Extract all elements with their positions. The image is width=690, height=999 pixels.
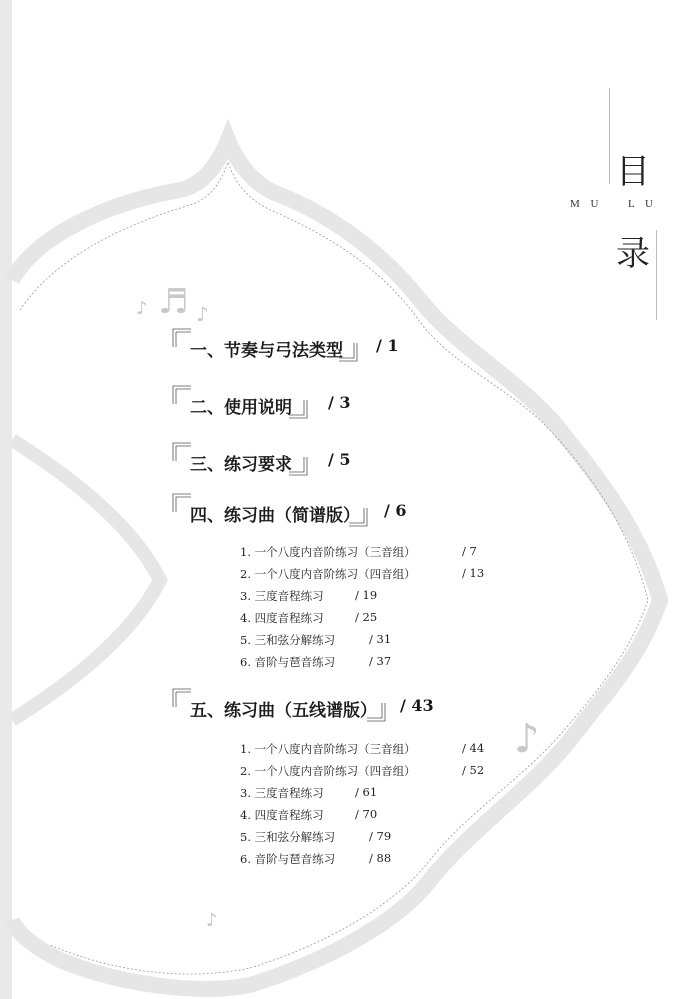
bracket-corner-icon: [172, 442, 192, 462]
toc-section[interactable]: [172, 442, 362, 478]
bracket-corner-icon: [348, 507, 368, 527]
toc-item-page: / 88: [369, 851, 392, 865]
toc-item[interactable]: 1. 一个八度内音阶练习（三音组）: [240, 742, 416, 756]
section-page-number: / 6: [384, 501, 407, 520]
bracket-corner-icon: [172, 688, 192, 708]
toc-item-page: / 61: [355, 785, 378, 799]
music-notes-icon: ♬: [158, 282, 189, 322]
section-title: 二、使用说明: [190, 398, 292, 418]
section-page-number: / 5: [328, 450, 351, 469]
bracket-corner-icon: [172, 385, 192, 405]
title-pinyin-lu: L U: [628, 198, 654, 210]
section-page-number: / 3: [328, 393, 351, 412]
bracket-corner-icon: [288, 456, 308, 476]
music-note-icon: ♪: [514, 716, 540, 762]
toc-item-page: / 44: [462, 741, 485, 755]
section-title: 三、练习要求: [190, 455, 292, 475]
bracket-corner-icon: [172, 328, 192, 348]
toc-section[interactable]: [172, 688, 442, 724]
title-vertical-rule-1: [609, 88, 610, 184]
title-char-lu: 录: [616, 234, 650, 274]
title-char-mu: 目: [616, 152, 650, 192]
bracket-corner-icon: [172, 493, 192, 513]
title-pinyin-mu: M U: [570, 198, 599, 210]
bracket-corner-icon: [366, 702, 386, 722]
toc-item-page: / 13: [462, 566, 485, 580]
section-title: 一、节奏与弓法类型: [190, 341, 343, 361]
toc-item[interactable]: 1. 一个八度内音阶练习（三音组）: [240, 545, 416, 559]
toc-item[interactable]: 3. 三度音程练习: [240, 786, 324, 800]
toc-item[interactable]: 4. 四度音程练习: [240, 808, 324, 822]
section-page-number: / 1: [376, 336, 399, 355]
toc-section[interactable]: [172, 328, 402, 364]
toc-item-page: / 79: [369, 829, 392, 843]
music-note-icon: ♪: [206, 910, 218, 931]
toc-item[interactable]: 4. 四度音程练习: [240, 611, 324, 625]
toc-item[interactable]: 2. 一个八度内音阶练习（四音组）: [240, 567, 416, 581]
toc-item-page: / 19: [355, 588, 378, 602]
music-note-icon: ♪: [196, 302, 209, 326]
toc-item[interactable]: 6. 音阶与琶音练习: [240, 655, 336, 669]
title-vertical-rule-2: [656, 230, 657, 320]
section-title: 四、练习曲（简谱版）: [190, 506, 360, 526]
section-page-number: / 43: [400, 696, 434, 715]
bracket-corner-icon: [338, 342, 358, 362]
toc-item[interactable]: 2. 一个八度内音阶练习（四音组）: [240, 764, 416, 778]
toc-item[interactable]: 3. 三度音程练习: [240, 589, 324, 603]
toc-item-page: / 70: [355, 807, 378, 821]
toc-item-page: / 7: [462, 544, 477, 558]
toc-item[interactable]: 5. 三和弦分解练习: [240, 633, 336, 647]
music-note-icon: ♪: [136, 298, 148, 319]
toc-item[interactable]: 6. 音阶与琶音练习: [240, 852, 336, 866]
toc-item-page: / 31: [369, 632, 392, 646]
toc-item-page: / 52: [462, 763, 485, 777]
toc-item-page: / 25: [355, 610, 378, 624]
toc-section[interactable]: [172, 493, 412, 529]
bracket-corner-icon: [288, 399, 308, 419]
toc-item[interactable]: 5. 三和弦分解练习: [240, 830, 336, 844]
toc-section[interactable]: [172, 385, 362, 421]
toc-item-page: / 37: [369, 654, 392, 668]
section-title: 五、练习曲（五线谱版）: [190, 701, 377, 721]
